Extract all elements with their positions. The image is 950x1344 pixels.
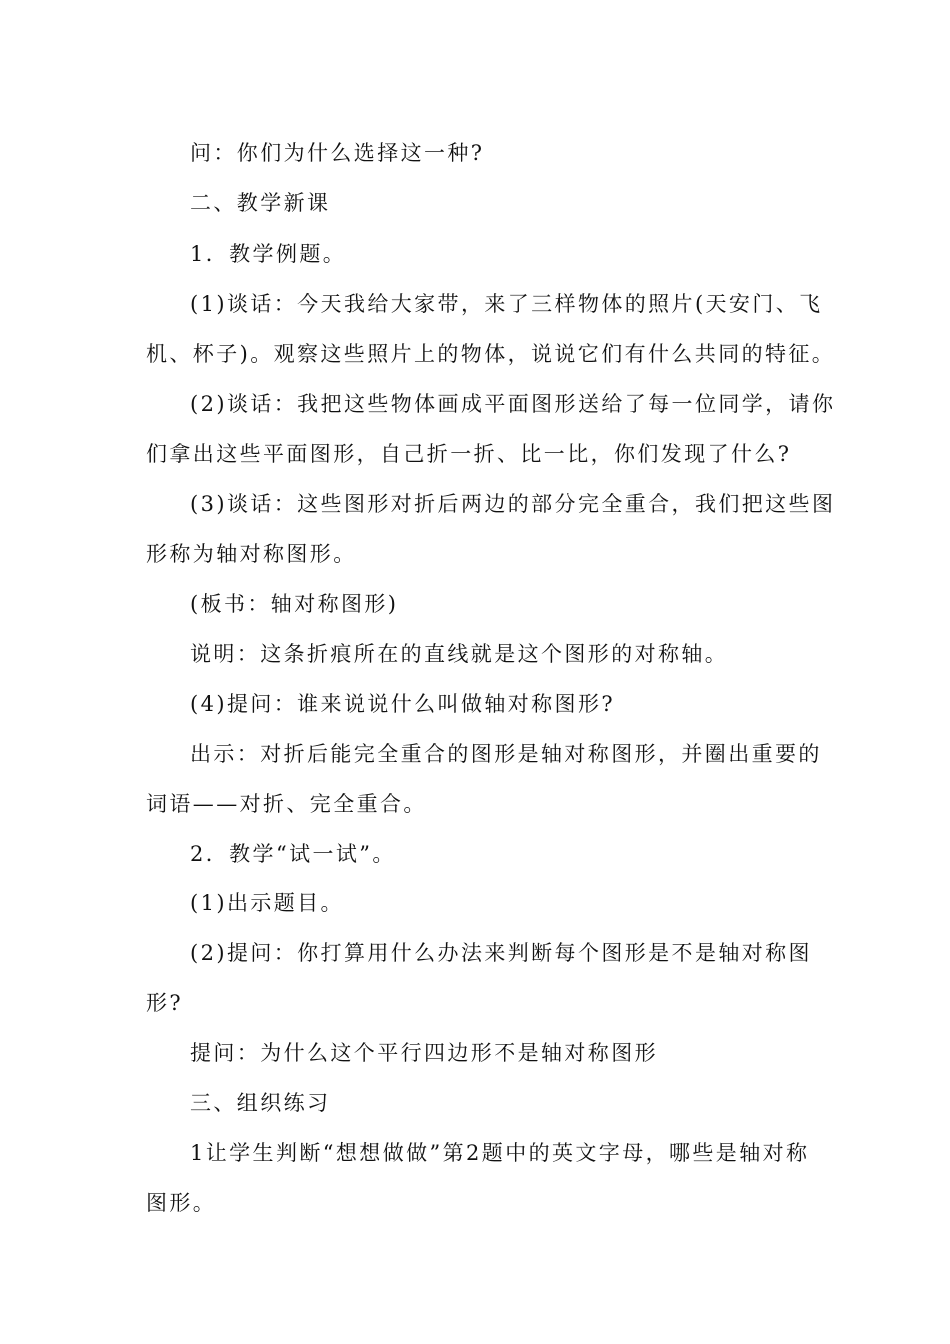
section-heading: 三、组织练习 xyxy=(190,1091,331,1115)
paragraph-line: (2)谈话：我把这些物体画成平面图形送给了每一位同学，请你 xyxy=(190,392,836,416)
paragraph-line: 出示：对折后能完全重合的图形是轴对称图形，并圈出重要的 xyxy=(190,742,822,766)
paragraph-line: (1)谈话：今天我给大家带，来了三样物体的照片(天安门、飞 xyxy=(190,292,823,316)
section-heading: 二、教学新课 xyxy=(190,191,331,215)
subsection-heading: 2．教学“试一试”。 xyxy=(190,842,396,866)
paragraph-line: 问：你们为什么选择这一种? xyxy=(190,141,485,165)
subsection-heading: 1．教学例题。 xyxy=(190,242,347,266)
paragraph-line: 1让学生判断“想想做做”第2题中的英文字母，哪些是轴对称 xyxy=(190,1141,810,1165)
paragraph-line: 们拿出这些平面图形，自己折一折、比一比，你们发现了什么? xyxy=(146,442,792,466)
paragraph-line: 形? xyxy=(146,991,184,1015)
paragraph-line: (4)提问：谁来说说什么叫做轴对称图形? xyxy=(190,692,616,716)
paragraph-line: 图形。 xyxy=(146,1191,217,1215)
paragraph-line: 说明：这条折痕所在的直线就是这个图形的对称轴。 xyxy=(190,642,729,666)
paragraph-line: (3)谈话：这些图形对折后两边的部分完全重合，我们把这些图 xyxy=(190,492,836,516)
paragraph-line: (2)提问：你打算用什么办法来判断每个图形是不是轴对称图 xyxy=(190,941,812,965)
paragraph-line: 机、杯子)。观察这些照片上的物体，说说它们有什么共同的特征。 xyxy=(146,342,836,366)
paragraph-line: 形称为轴对称图形。 xyxy=(146,542,357,566)
paragraph-line: (1)出示题目。 xyxy=(190,891,344,915)
paragraph-line: (板书：轴对称图形) xyxy=(190,592,399,616)
paragraph-line: 提问：为什么这个平行四边形不是轴对称图形 xyxy=(190,1041,658,1065)
paragraph-line: 词语——对折、完全重合。 xyxy=(146,792,427,816)
